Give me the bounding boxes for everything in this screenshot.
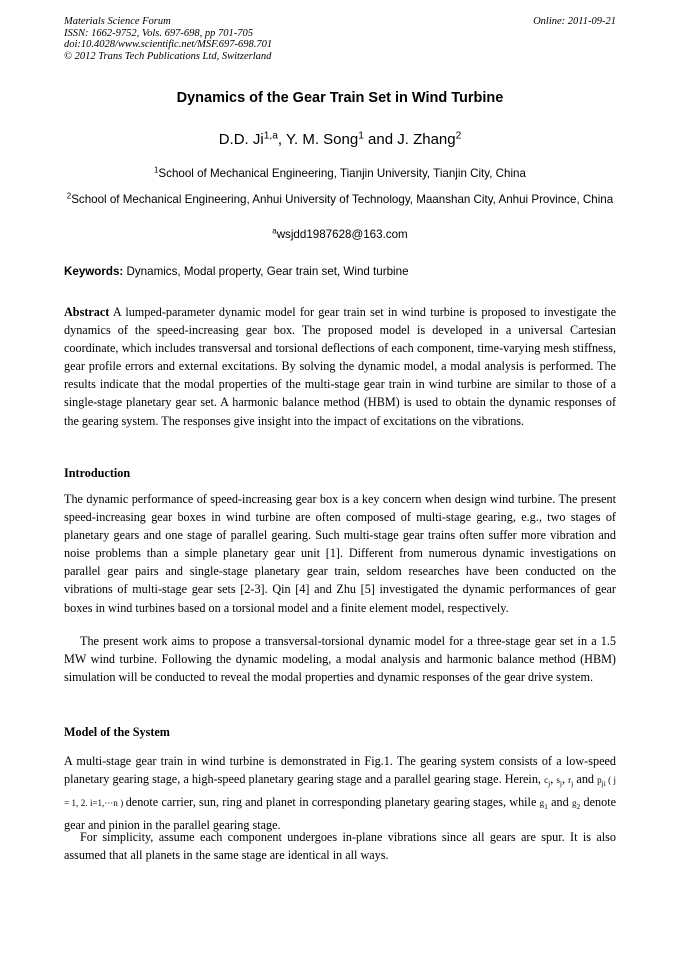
model-heading: Model of the System xyxy=(64,725,170,739)
symbol-separator: , xyxy=(561,772,569,787)
symbol-separator: , xyxy=(550,772,557,787)
author-1-affil: 1,a xyxy=(263,130,278,142)
symbol-planet: $p_{ji}$ xyxy=(597,775,606,788)
model-paragraph-2: For simplicity, assume each component undergoes in-plane vibrations since all gears are spur. It is also assumed that all planets in the same stage are identical in all ways. xyxy=(64,830,616,863)
email-address[interactable]: wsjdd1987628@163.com xyxy=(276,228,408,241)
email-line xyxy=(64,226,616,243)
issn-line: ISSN: 1662-9752, Vols. 697-698, pp 701-705 xyxy=(64,27,253,39)
abstract-text: A lumped-parameter dynamic model for gear train set in wind turbine is proposed to investigate the dynamics of the speed-increasing gear box. The proposed model is developed in a universal Cartesian coordinate, which includes transversal and torsional deflections of each component, time-varying mesh stiffness, gear profile errors and external excitations. By solving the dynamic model, a modal analysis is performed. The results indicate that the modal properties of the multi-stage gear train in wind turbine are similar to those of a single-stage planetary gear set. A harmonic balance method (HBM) is used to obtain the dynamic responses of the gearing system. The responses give insight into the impact of excitations on the vibrations. xyxy=(64,305,616,428)
symbol-carrier: $c_j$ xyxy=(544,775,551,788)
journal-header xyxy=(64,16,616,62)
keywords-label: Keywords: xyxy=(64,265,124,278)
model-text-a: A multi-stage gear train in wind turbine is demonstrated in Fig.1. The gearing system consists of a low-speed planetary gearing stage, a high-speed planetary gearing stage and a parallel gearing stage. Herein, xyxy=(64,754,616,787)
abstract-label: Abstract xyxy=(64,305,110,319)
online-date: Online: 2011-09-21 xyxy=(533,16,616,27)
affiliation-2-marker: 2 xyxy=(66,191,72,201)
author-line xyxy=(64,131,616,148)
symbol-ring: $r_j$ xyxy=(568,775,574,788)
affiliation-1-text: School of Mechanical Engineering, Tianjin University, Tianjin City, China xyxy=(158,167,526,180)
symbol-gear: $g_1$ xyxy=(539,797,548,811)
index-range: ( j = 1, 2. i=1,···n ) xyxy=(64,775,616,808)
email-marker: a xyxy=(272,226,277,236)
conjunction: and xyxy=(573,772,598,787)
symbol-pinion: $g_2$ xyxy=(572,797,581,811)
keywords-line xyxy=(64,265,616,278)
journal-name: Materials Science Forum xyxy=(64,16,171,27)
affiliation-1 xyxy=(64,165,616,182)
model-paragraph-1 xyxy=(64,752,616,834)
copyright-line: © 2012 Trans Tech Publications Ltd, Switzerland xyxy=(64,50,272,62)
abstract-paragraph xyxy=(64,303,616,430)
introduction-heading: Introduction xyxy=(64,466,131,480)
author-1: D.D. Ji xyxy=(218,131,264,148)
symbol-sun: $s_j$ xyxy=(556,775,562,788)
affiliation-2 xyxy=(64,191,616,208)
model-text-b: denote carrier, sun, ring and planet in corresponding planetary gearing stages, while xyxy=(125,794,540,809)
affiliation-2-text: School of Mechanical Engineering, Anhui University of Technology, Maanshan City, Anhui Province, China xyxy=(71,193,614,206)
doi-line: doi:10.4028/www.scientific.net/MSF.697-698.701 xyxy=(64,39,273,51)
paper-title: Dynamics of the Gear Train Set in Wind Turbine xyxy=(176,90,504,106)
model-text-c: denote gear and pinion in the parallel gearing stage. xyxy=(64,794,616,832)
introduction-paragraph-1: The dynamic performance of speed-increasing gear box is a key concern when design wind turbine. The present speed-increasing gear boxes in wind turbine are often composed of multi-stage gearing, e.g., two stages of planetary gears and one stage of parallel gearing. Such multi-stage gear trains often suffer more vibration and noise problems than a simple planetary gear unit [1]. Different from numerous dynamic investigations on parallel gear pairs and single-stage planetary gear train, seldom researches have been conducted on the vibrations of multi-stage gear sets [2-3]. Qin [4] and Zhu [5] investigated the dynamic performances of gear boxes in wind turbines based on a torsional model and a finite element model, respectively. xyxy=(64,492,616,615)
author-3-affil: 2 xyxy=(455,130,462,142)
affiliation-1-marker: 1 xyxy=(154,165,159,175)
introduction-paragraph-2: The present work aims to propose a transversal-torsional dynamic model for a three-stage gear set in a 1.5 MW wind turbine. Following the dynamic modeling, a modal analysis and harmonic balance method (HBM) simulation will be conducted to reveal the modal properties and dynamic responses of the gear drive system. xyxy=(64,634,616,685)
author-2: , Y. M. Song xyxy=(277,131,359,148)
conjunction: and xyxy=(547,794,572,809)
author-2-affil: 1 xyxy=(358,130,364,142)
keywords-text: Dynamics, Modal property, Gear train set, Wind turbine xyxy=(123,265,409,278)
author-3: and J. Zhang xyxy=(363,131,456,148)
